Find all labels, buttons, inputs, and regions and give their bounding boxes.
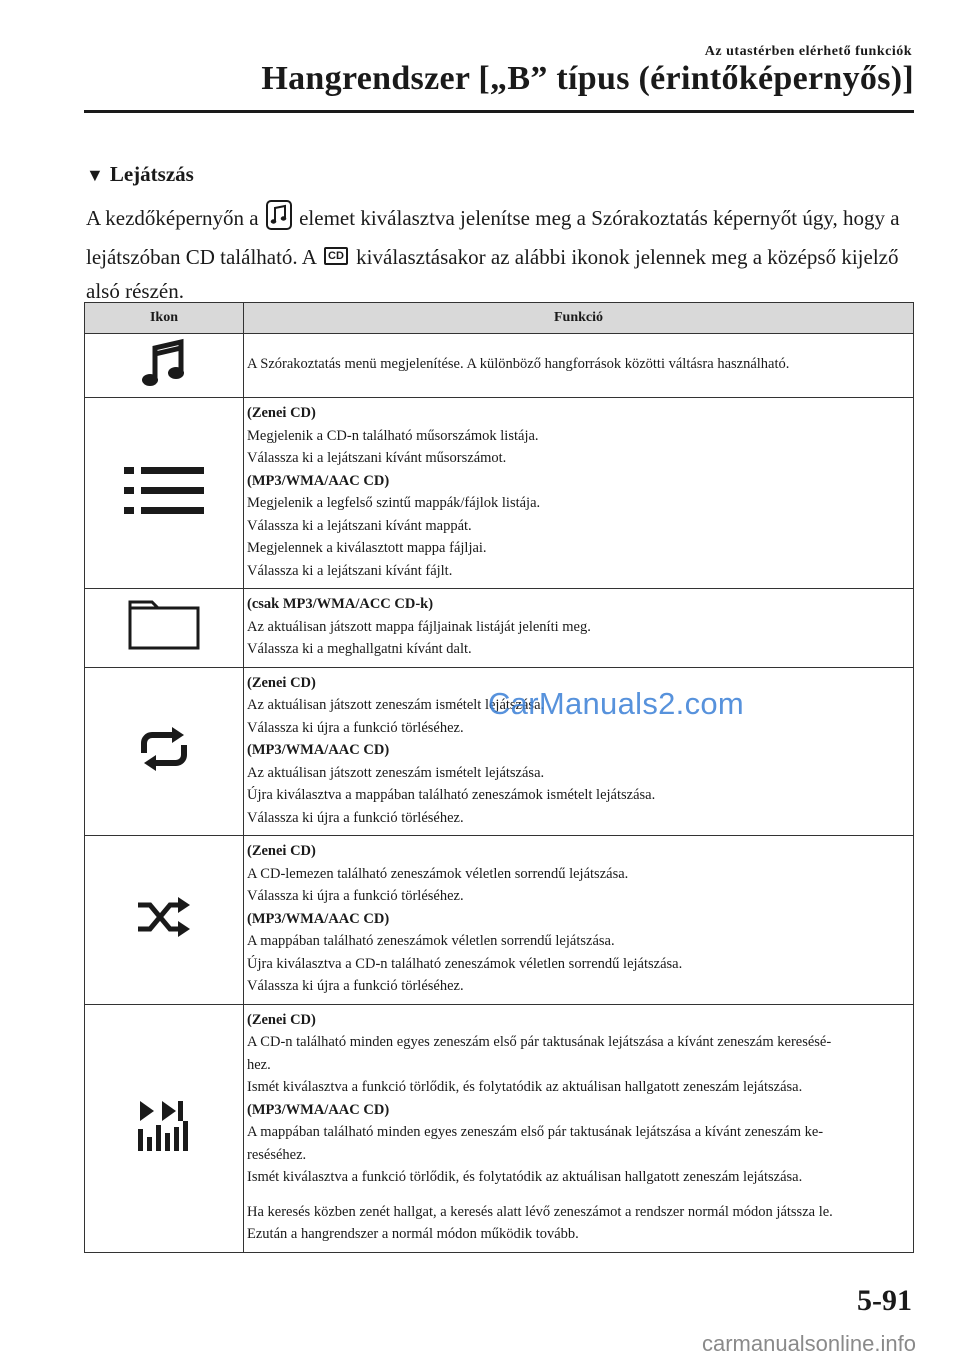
scan-icon (136, 1141, 192, 1157)
description-line: reséséhez. (247, 1146, 307, 1163)
entertainment-music-icon (266, 200, 292, 240)
description-line: Válassza ki újra a funkció törléséhez. (247, 809, 464, 826)
function-description (244, 836, 914, 1005)
online-watermark: carmanualsonline.info (701, 1331, 916, 1356)
description-line: A CD-lemezen található zeneszámok véletlen sorrendű lejátszása. (247, 865, 629, 882)
table-row (85, 334, 914, 398)
header-rule (84, 110, 914, 113)
description-line: Válassza ki a lejátszani kívánt fájlt. (247, 562, 453, 579)
media-type-label: (MP3/WMA/AAC CD) (247, 472, 390, 489)
intro-text-2: elemet kiválasztva jelenítse meg a Szórakoztatás képernyőt úgy, hogy a lejátszóban CD található. A (86, 205, 900, 269)
repeat-icon (136, 759, 192, 775)
list-icon (124, 503, 204, 519)
shuffle-icon (136, 925, 192, 941)
icon-cell (85, 667, 244, 836)
icon-cell (85, 1004, 244, 1252)
icon-cell (85, 398, 244, 589)
description-line: Válassza ki újra a funkció törléséhez. (247, 978, 464, 994)
carmanuals-watermark: CarManuals2.com (488, 686, 745, 721)
description-line: Újra kiválasztva a CD-n található zeneszámok véletlen sorrendű lejátszása. (247, 955, 683, 972)
description-line: Az aktuálisan játszott mappa fájljainak listáját jeleníti meg. (247, 618, 591, 635)
folder-icon (128, 638, 200, 654)
icon-cell (85, 836, 244, 1005)
icon-cell (85, 589, 244, 668)
function-description (244, 334, 914, 398)
table-row (85, 398, 914, 589)
header-icon-column: Ikon (85, 303, 244, 334)
description-line: Válassza ki a meghallgatni kívánt dalt. (247, 641, 472, 657)
description-line: Megjelenik a CD-n található műsorszámok listája. (247, 427, 539, 444)
section-title-text: Lejátszás (109, 162, 194, 186)
media-type-label: (Zenei CD) (247, 674, 316, 691)
icon-cell (85, 334, 244, 398)
page-title: Hangrendszer [„B” típus (érintőképernyős)] (261, 60, 914, 97)
media-type-label: (MP3/WMA/AAC CD) (247, 910, 390, 927)
media-type-label: (Zenei CD) (247, 405, 316, 421)
description-line: Ismét kiválasztva a funkció törlődik, és folytatódik az aktuálisan hallgatott zeneszám lejátszása. (247, 1169, 803, 1185)
media-type-label: (Zenei CD) (247, 843, 316, 859)
description-line: A mappában található minden egyes zeneszám első pár taktusának lejátszása a kívánt zeneszám ke- (247, 1124, 824, 1140)
description-line (247, 1189, 909, 1201)
table-row (85, 836, 914, 1005)
description-line: Válassza ki újra a funkció törléséhez. (247, 719, 464, 736)
media-type-label: (MP3/WMA/AAC CD) (247, 742, 390, 758)
section-marker-icon: ▼ (86, 165, 104, 185)
description-line: Az aktuálisan játszott zeneszám ismételt lejátszása. (247, 697, 545, 713)
description-line: A mappában található zeneszámok véletlen sorrendű lejátszása. (247, 933, 615, 949)
table-row (85, 589, 914, 668)
intro-paragraph (86, 200, 916, 308)
media-type-label: (MP3/WMA/AAC CD) (247, 1101, 390, 1118)
media-type-label: (Zenei CD) (247, 1011, 316, 1028)
description-line: Válassza ki újra a funkció törléséhez. (247, 888, 464, 904)
description-line: Újra kiválasztva a mappában található zeneszámok ismételt lejátszása. (247, 787, 656, 803)
description-line: hez. (247, 1056, 271, 1073)
function-description (244, 1004, 914, 1252)
description-line: A CD-n található minden egyes zeneszám első pár taktusának lejátszása a kívánt zeneszám keresésé- (247, 1034, 832, 1050)
description-line: Ha keresés közben zenét hallgat, a keresés alatt lévő zeneszámot a rendszer normál módon játssza le. (247, 1203, 833, 1220)
intro-text-1: A kezdőképernyőn a (86, 205, 264, 230)
intro-text-3: kiválasztásakor az alábbi ikonok jelennek meg a középső kijelző alsó részén. (86, 245, 899, 303)
header-function-column: Funkció (244, 303, 914, 334)
chapter-subtitle: Az utastérben elérhető funkciók (704, 44, 912, 59)
description-line: Megjelennek a kiválasztott mappa fájljai. (247, 540, 487, 556)
page-number: 5-91 (857, 1284, 912, 1317)
function-table (84, 302, 914, 1253)
section-heading (86, 162, 194, 187)
description-line: Megjelenik a legfelső szintű mappák/fájlok listája. (247, 495, 541, 511)
table-body (85, 334, 914, 1253)
media-type-label: (csak MP3/WMA/ACC CD-k) (247, 596, 434, 612)
function-description (244, 398, 914, 589)
table-row (85, 1004, 914, 1252)
description-line: Válassza ki a lejátszani kívánt műsorszámot. (247, 450, 507, 466)
table-header-row (85, 303, 914, 334)
description-line: Az aktuálisan játszott zeneszám ismételt lejátszása. (247, 764, 545, 781)
cd-source-icon: CD (324, 247, 348, 265)
description-line: Ezután a hangrendszer a normál módon működik tovább. (247, 1226, 579, 1242)
music-note-icon (141, 376, 187, 392)
description-line: Ismét kiválasztva a funkció törlődik, és folytatódik az aktuálisan hallgatott zeneszám lejátszása. (247, 1079, 803, 1095)
function-description (244, 589, 914, 668)
description-line: A Szórakoztatás menü megjelenítése. A különböző hangforrások közötti váltásra használható. (247, 356, 790, 373)
description-line: Válassza ki a lejátszani kívánt mappát. (247, 517, 472, 534)
